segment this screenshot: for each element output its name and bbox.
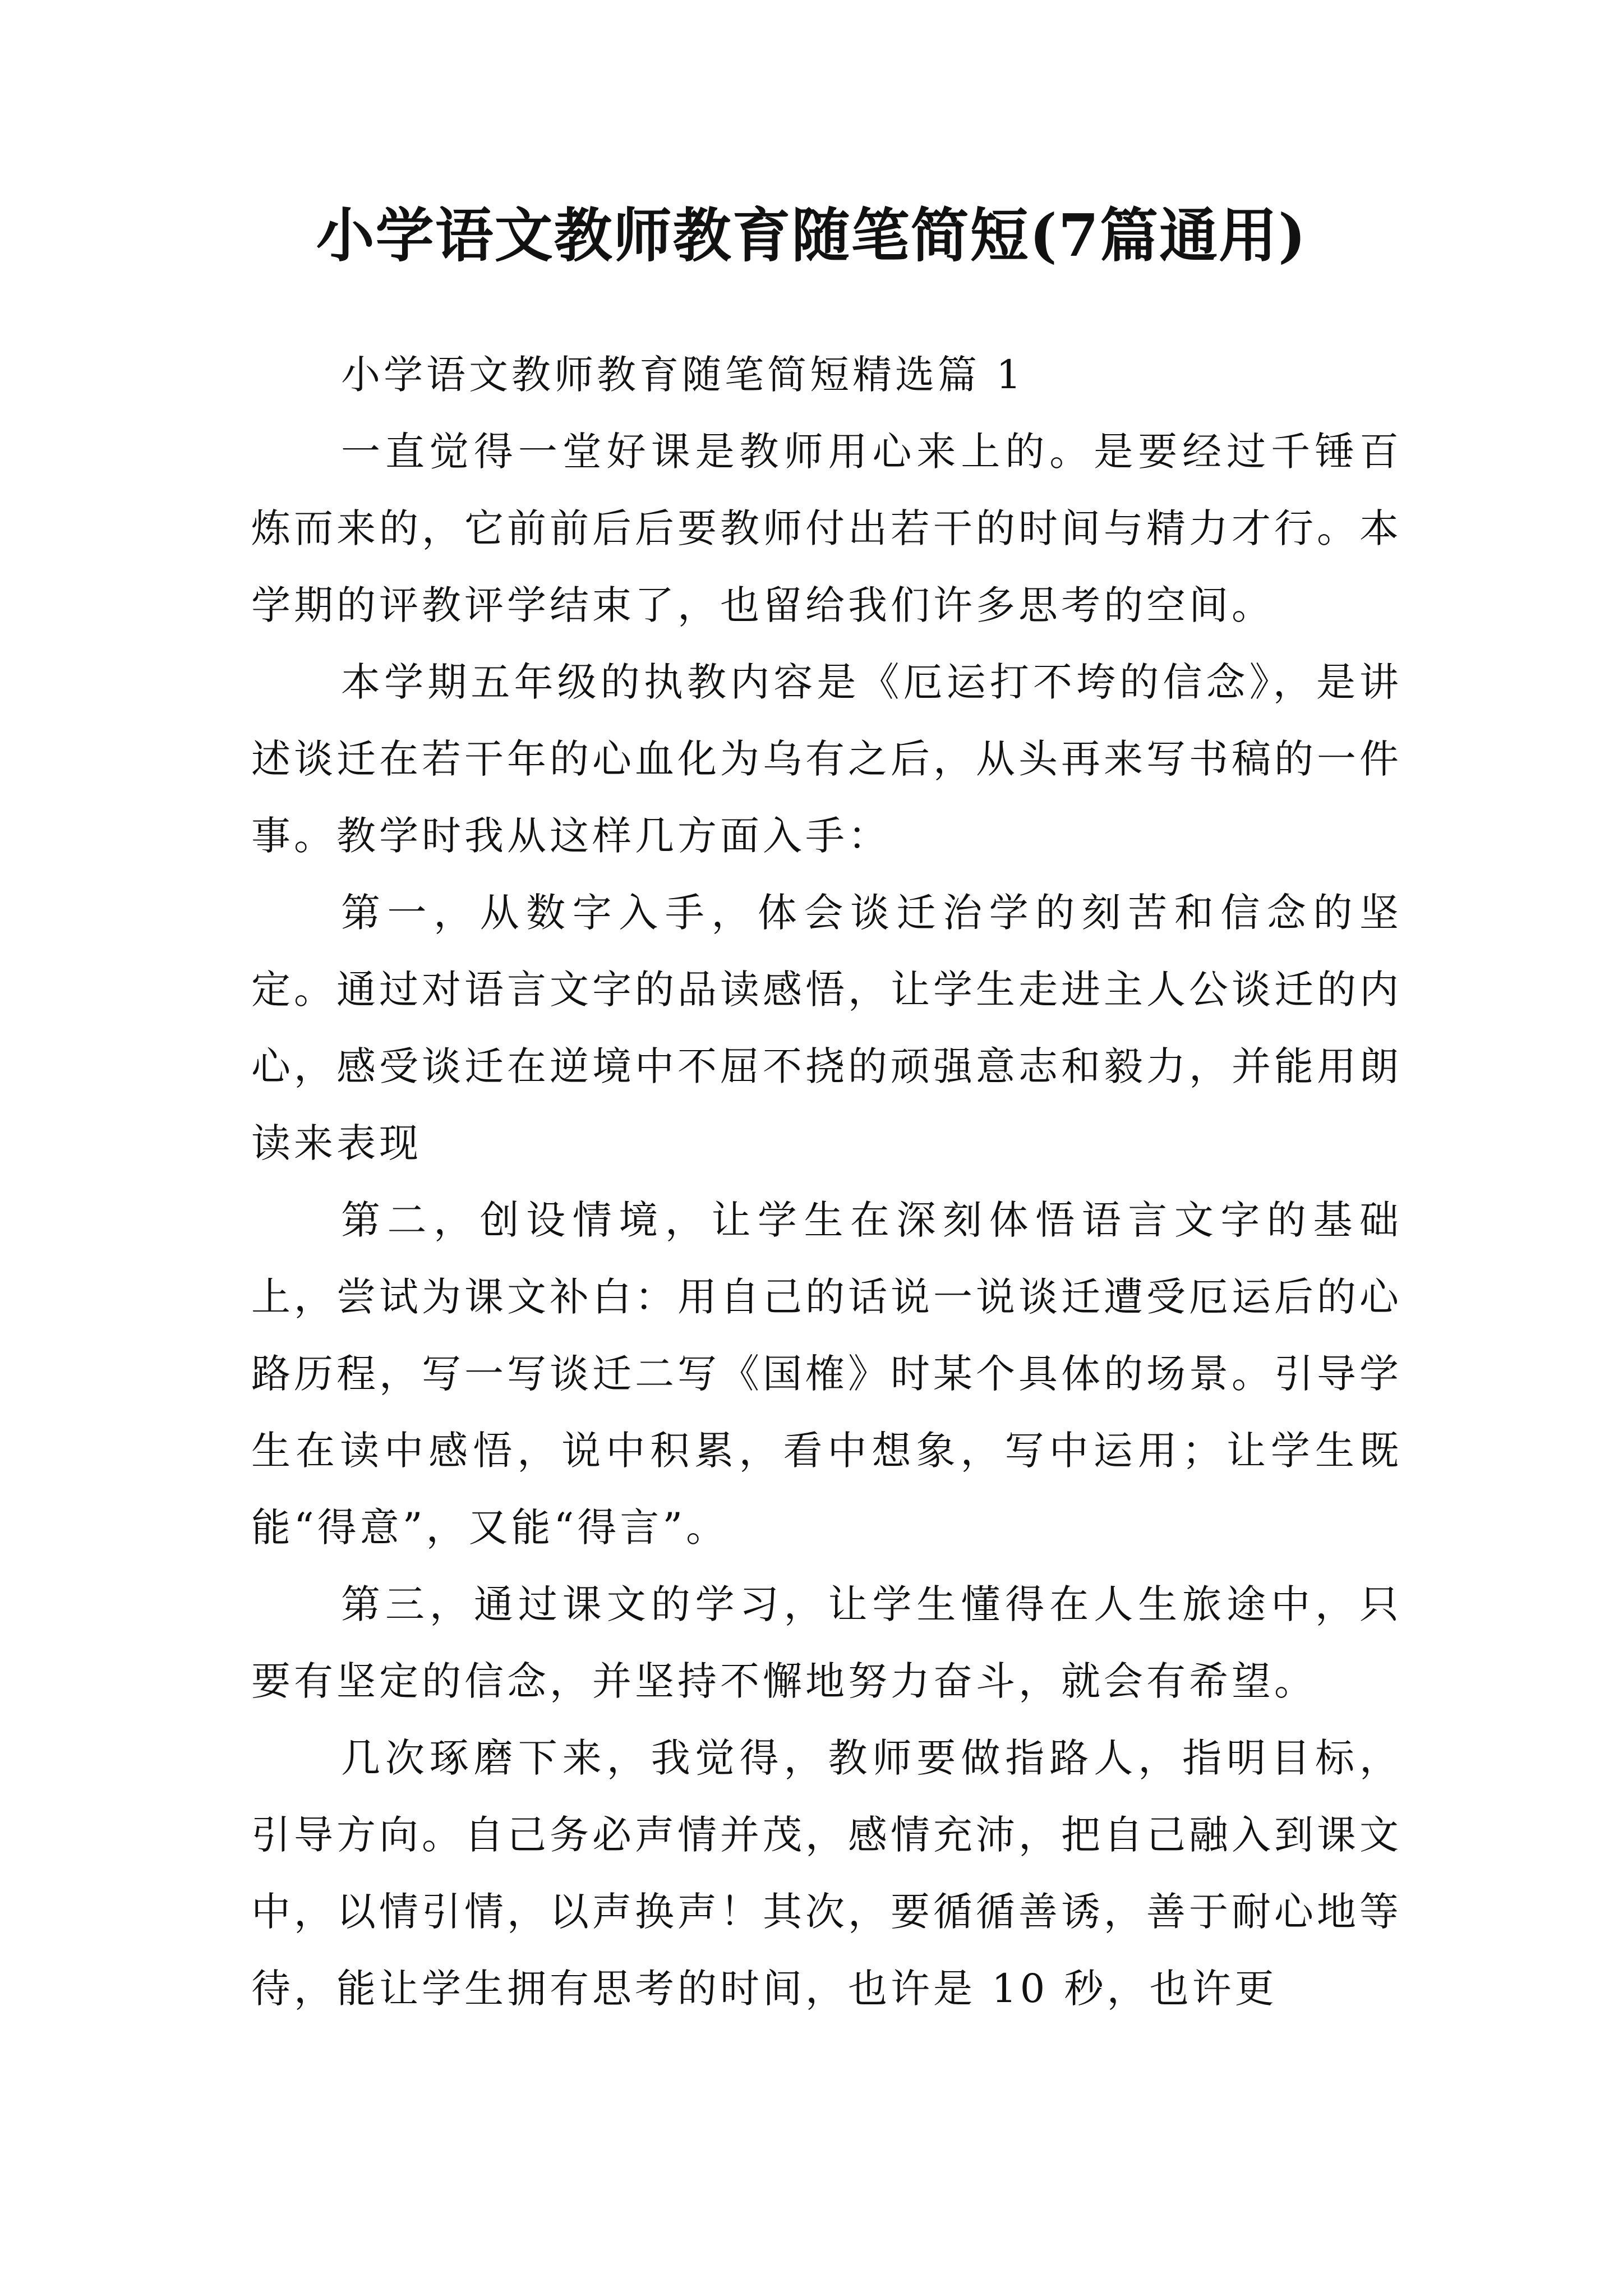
paragraph: 本学期五年级的执教内容是《厄运打不垮的信念》，是讲述谈迁在若干年的心血化为乌有之后，从头再来写书稿的一件事。教学时我从这样几方面入手： (251, 659, 1402, 859)
document-body (251, 337, 1402, 2027)
paragraph: 第二，创设情境，让学生在深刻体悟语言文字的基础上，尝试为课文补白：用自己的话说一说谈迁遭受厄运后的心路历程，写一写谈迁二写《国榷》时某个具体的场景。引导学生在读中感悟，说中积累，看中想象，写中运用；让学生既能“得意”，又能“得言”。 (251, 1197, 1402, 1550)
paragraph: 第三，通过课文的学习，让学生懂得在人生旅途中，只要有坚定的信念，并坚持不懈地努力奋斗，就会有希望。 (251, 1581, 1402, 1704)
document-title: 小学语文教师教育随笔简短(7篇通用) (316, 201, 1307, 270)
paragraph: 几次琢磨下来，我觉得，教师要做指路人，指明目标，引导方向。自己务必声情并茂，感情充沛，把自己融入到课文中，以情引情，以声换声！其次，要循循善诱，善于耐心地等待，能让学生拥有思考的时间，也许是 10 秒，也许更 (251, 1735, 1402, 2012)
paragraph: 第一，从数字入手，体会谈迁治学的刻苦和信念的坚定。通过对语言文字的品读感悟，让学生走进主人公谈迁的内心，感受谈迁在逆境中不屈不挠的顽强意志和毅力，并能用朗读来表现 (251, 890, 1402, 1166)
section-heading: 小学语文教师教育随笔简短精选篇 1 (341, 352, 1025, 398)
paragraph: 一直觉得一堂好课是教师用心来上的。是要经过千锤百炼而来的，它前前后后要教师付出若干的时间与精力才行。本学期的评教评学结束了，也留给我们许多思考的空间。 (251, 429, 1402, 628)
